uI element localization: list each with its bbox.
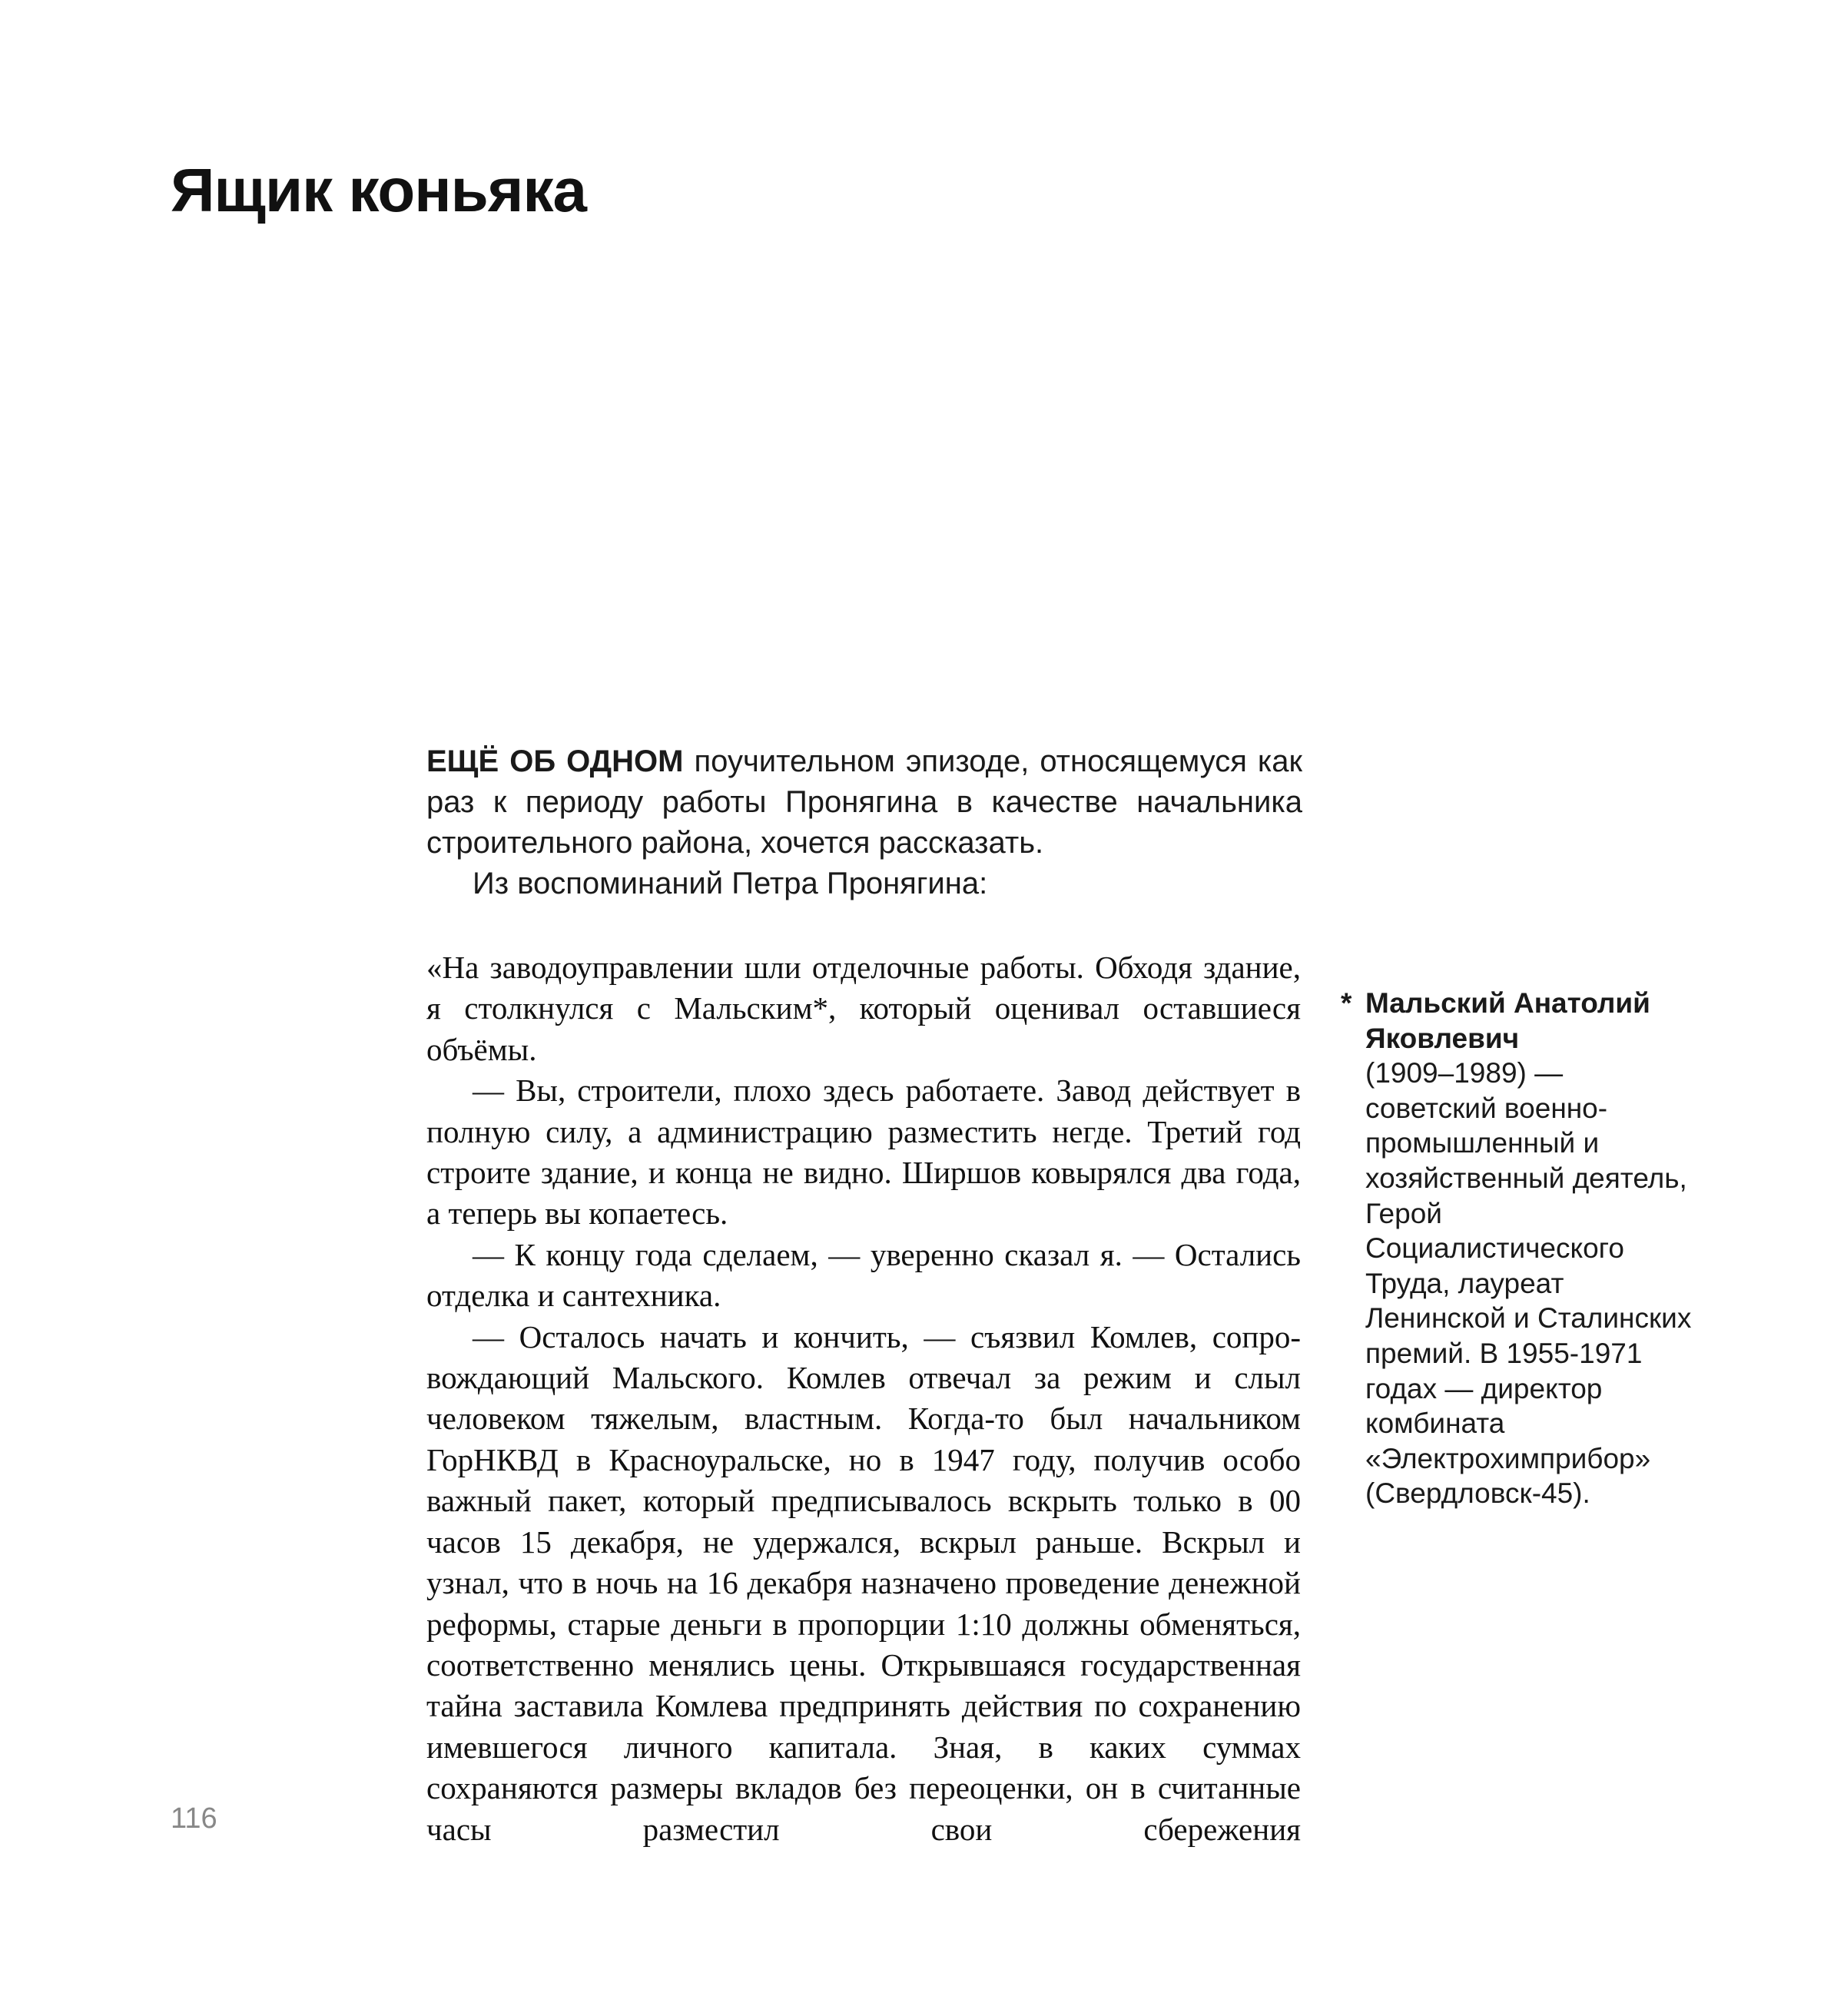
footnote-text: (1909–1989) — советский военно-промышленный и хозяйственный деятель, Герой Социалистического Труда, лауреат Ленинской и Сталинских премий. В 1955-1971 годах — директор комбината «Электрохимприбор» (Свердловск-45). <box>1365 1057 1692 1510</box>
quote-paragraph-3: — К концу года сделаем, — уверенно сказал я. — Остались отделка и сантехника. <box>426 1236 1301 1314</box>
quote-paragraph-2: — Вы, строители, плохо здесь работаете. Завод действует в полную силу, а администрацию разместить негде. Третий год строите здание, и конца не видно. Ширшов ковырялся два года, а теперь вы копаетесь. <box>426 1073 1301 1232</box>
quote-paragraph-4: — Осталось начать и кончить, — съязвил Комлев, сопровождающий Мальского. Комлев отвечал за режим и слыл человеком тяжелым, властным. Когда-то был начальником ГорНКВД в Красноуральске, но в 1947 году, получив особо важный пакет, который предписывалось вскрыть только в 00 часов 15 декабря, не удержался, вскрыл раньше. Вскрыл и узнал, что в ночь на 16 декабря назначено проведение денежной реформы, старые деньги в пропорции 1:10 должны обменяться, соответственно менялись цены. Открывшаяся государственная тайна заставила Комлева предпринять действия по сохранению имевшегося личного капитала. Зная, в каких суммах сохраняются размеры вкладов без переоценки, он в считанные часы разместил свои сбережения <box>426 1318 1301 1847</box>
quote-paragraph-1: «На заводоуправлении шли отделочные работы. Обходя здание, я столкнулся с Мальским*, который оценивал оставшиеся объёмы. <box>426 950 1301 1067</box>
footnote-name: Мальский Анатолий Яковлевич <box>1365 987 1650 1054</box>
intro-paragraph <box>426 741 1302 864</box>
footnote <box>1341 986 1702 1511</box>
footnote-marker: * <box>1341 987 1352 1019</box>
intro-source: Из воспоминаний Петра Пронягина: <box>473 867 988 900</box>
intro-text: поучительном эпизоде, относящемуся как раз к периоду работы Пронягина в качестве начальника строительного района, хочется рассказать. <box>426 744 1302 860</box>
intro-lead: ЕЩЁ ОБ ОДНОМ <box>426 744 684 778</box>
quote-block <box>426 947 1301 1850</box>
footnote-body <box>1365 986 1702 1511</box>
page-title: Ящик коньяка <box>171 156 587 224</box>
page-number: 116 <box>171 1802 217 1835</box>
intro-block <box>426 741 1302 904</box>
